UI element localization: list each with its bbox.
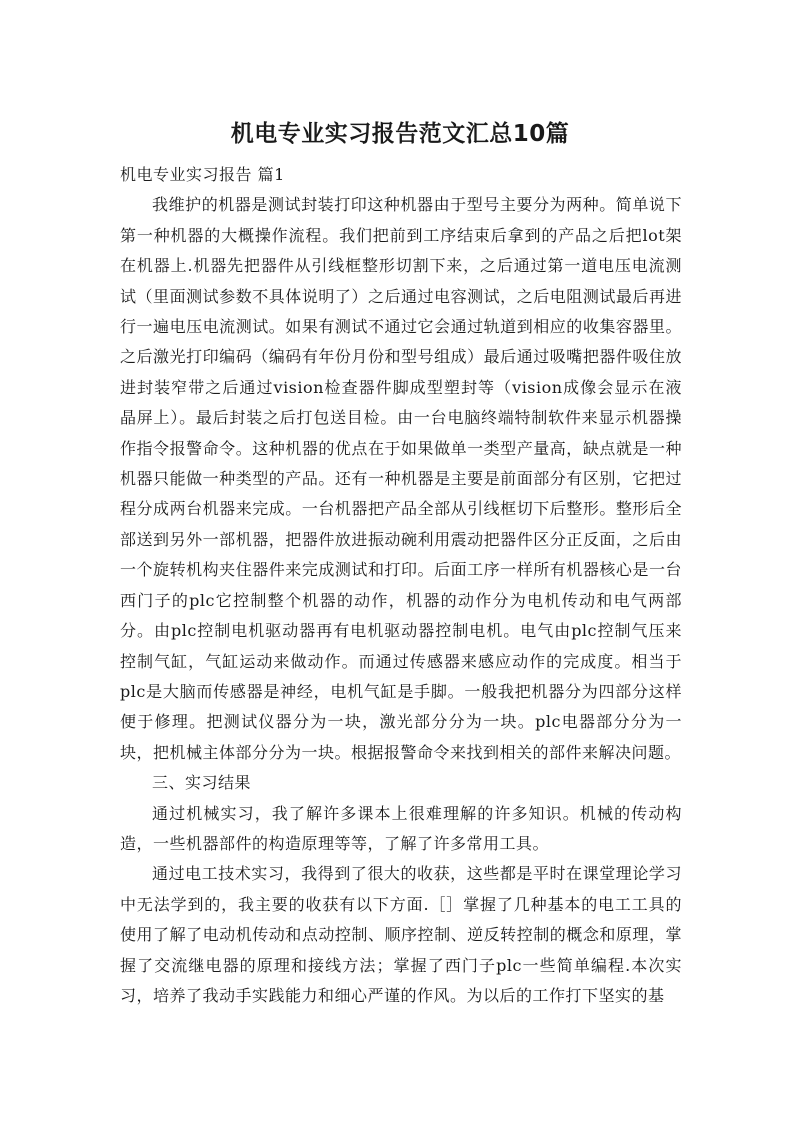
section-label: 机电专业实习报告 篇1 — [120, 165, 285, 184]
paragraph-mechanical-internship: 通过机械实习，我了解许多课本上很难理解的许多知识。机械的传动构造，一些机器部件的构造原理等等，了解了许多常用工具。 — [120, 803, 682, 853]
paragraph-electrical-internship: 通过电工技术实习，我得到了很大的收获，这些都是平时在课堂理论学习中无法学到的，我主要的收获有以下方面.［］掌握了几种基本的电工工具的使用了解了电动机传动和点动控制、顺序控制、逆反转控制的概念和原理，掌握了交流继电器的原理和接线方法；掌握了西门子plc一些简单编程.本次实习，培养了我动手实践能力和细心严谨的作风。为以后的工作打下坚实的基 — [120, 864, 682, 1005]
document-title: 机电专业实习报告范文汇总10篇 — [230, 121, 570, 147]
document-body — [120, 160, 682, 1011]
section-heading-results: 三、实习结果 — [152, 773, 252, 793]
paragraph-maintenance: 我维护的机器是测试封装打印这种机器由于型号主要分为两种。简单说下第一种机器的大概操作流程。我们把前到工序结束后拿到的产品之后把lot架在机器上.机器先把器件从引线框整形切割下来，之后通过第一道电压电流测试（里面测试参数不具体说明了）之后通过电容测试，之后电阻测试最后再进行一遍电压电流测试。如果有测试不通过它会通过轨道到相应的收集容器里。之后激光打印编码（编码有年份月份和型号组成）最后通过吸嘴把器件吸住放进封装窄带之后通过vision检查器件脚成型塑封等（vision成像会显示在液晶屏上）。最后封装之后打包送目检。由一台电脑终端特制软件来显示机器操作指令报警命令。这种机器的优点在于如果做单一类型产量高，缺点就是一种机器只能做一种类型的产品。还有一种机器是主要是前面部分有区别，它把过程分成两台机器来完成。一台机器把产品全部从引线框切下后整形。整形后全部送到另外一部机器，把器件放进振动碗利用震动把器件区分正反面，之后由一个旋转机构夹住器件来完成测试和打印。后面工序一样所有机器核心是一台西门子的plc它控制整个机器的动作，机器的动作分为电机传动和电气两部分。由plc控制电机驱动器再有电机驱动器控制电机。电气由plc控制气压来控制气缸，气缸运动来做动作。而通过传感器来感应动作的完成度。相当于plc是大脑而传感器是神经，电机气缸是手脚。一般我把机器分为四部分这样便于修理。把测试仪器分为一块，激光部分分为一块。plc电器部分分为一块，把机械主体部分分为一块。根据报警命令来找到相关的部件来解决问题。 — [120, 195, 682, 762]
